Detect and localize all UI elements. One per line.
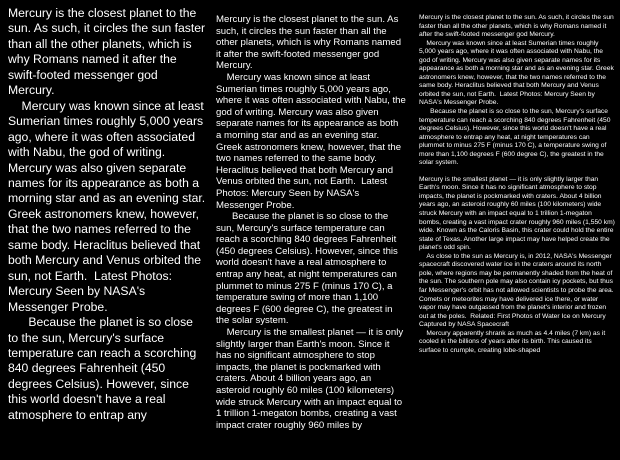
column-large-text	[8, 6, 206, 452]
paragraph: Mercury was known since at least Sumerian times roughly 5,000 years ago, where it was often associated with Nabu, the god of writing. Mercury was also given separate names for its appearance as both a morning star and as an evening star. Greek astronomers knew, however, that the two names referred to the same body. Heraclitus believed that both Mercury and Venus orbited the sun, not Earth. Latest Photos: Mercury Seen by NASA's Messenger Probe.	[216, 71, 406, 211]
paragraph: Mercury is the smallest planet — it is only slightly larger than Earth's moon. Since it has no significant atmosphere to stop impacts, the planet is pockmarked with craters. About 4 billion years ago, an asteroid roughly 60 miles (100 kilometers) wide struck Mercury with an impact equal to 1 trillion 1-megaton bombs, creating a vast impact crater roughly 960 miles (1,550 km) wide. Known as the Caloris Basin, this crater could hold the entire state of Texas. Another large impact may have helped create the planet's odd spin.	[419, 175, 615, 252]
paragraph: Mercury was known since at least Sumerian times roughly 5,000 years ago, where it was often associated with Nabu, the god of writing. Mercury was also given separate names for its appearance as both a morning star and as an evening star. Greek astronomers knew, however, that the two names referred to the same body. Heraclitus believed that both Mercury and Venus orbited the sun, not Earth. Latest Photos: Mercury Seen by NASA's Messenger Probe.	[419, 39, 614, 107]
column-small-text	[419, 14, 615, 460]
paragraph: Because the planet is so close to the sun, Mercury's surface temperature can reach a scorching 840 degrees Fahrenheit (450 degrees Celsius). However, since this world doesn't have a real atmosphere to entrap any	[8, 315, 197, 422]
column-medium-text	[216, 14, 406, 460]
paragraph: Because the planet is so close to the sun, Mercury's surface temperature can reach a scorching 840 degrees Fahrenheit (450 degrees Celsius). However, since this world doesn't have a real atmosphere to entrap any heat, at night temperatures can plummet to minus 275 F (minus 170 C), a temperature swing of more than 1,100 degrees F (600 degree C), the greatest in the solar system.	[419, 108, 611, 167]
paragraph: Mercury is the closest planet to the sun. As such, it circles the sun faster than all the other planets, which is why Romans named it after the swift-footed messenger god Mercury.	[8, 6, 206, 98]
paragraph: Mercury was known since at least Sumerian times roughly 5,000 years ago, where it was often associated with Nabu, the god of writing. Mercury was also given separate names for its appearance as both a morning star and as an evening star. Greek astronomers knew, however, that the two names referred to the same body. Heraclitus believed that both Mercury and Venus orbited the sun, not Earth. Latest Photos: Mercury Seen by NASA's Messenger Probe.	[8, 98, 206, 314]
paragraph: Mercury is the closest planet to the sun. As such, it circles the sun faster than all the other planets, which is why Romans named it after the swift-footed messenger god Mercury.	[419, 14, 614, 39]
paragraph: As close to the sun as Mercury is, in 2012, NASA's Messenger spacecraft discovered water ice in the craters around its north pole, where regions may be permanently shaded from the heat of the sun. The southern pole may also contain icy pockets, but thus far Messenger's orbit has not allowed scientists to probe the area. Comets or meteorites may have delivered ice there, or water vapor may have outgassed from the planet's interior and frozen out at the poles. Related: First Photos of Water Ice on Mercury Captured by NASA Spacecraft	[419, 252, 614, 329]
paragraph: Because the planet is so close to the sun, Mercury's surface temperature can reach a scorching 840 degrees Fahrenheit (450 degrees Celsius). However, since this world doesn't have a real atmosphere to entrap any heat, at night temperatures can plummet to minus 275 F (minus 170 C), a temperature swing of more than 1,100 degrees F (600 degree C), the greatest in the solar system.	[216, 211, 398, 327]
paragraph: Mercury is the closest planet to the sun. As such, it circles the sun faster than all the other planets, which is why Romans named it after the swift-footed messenger god Mercury.	[216, 14, 402, 72]
paragraph: Mercury is the smallest planet — it is only slightly larger than Earth's moon. Since it has no significant atmosphere to stop impacts, the planet is pockmarked with craters. About 4 billion years ago, an asteroid roughly 60 miles (100 kilometers) wide struck Mercury with an impact equal to 1 trillion 1-megaton bombs, creating a vast impact crater roughly 960 miles by	[216, 327, 404, 431]
paragraph: Mercury apparently shrank as much as 4.4 miles (7 km) as it cooled in the billions of years after its birth. This caused its surface to crumple, creating lobe-shaped	[419, 329, 606, 354]
